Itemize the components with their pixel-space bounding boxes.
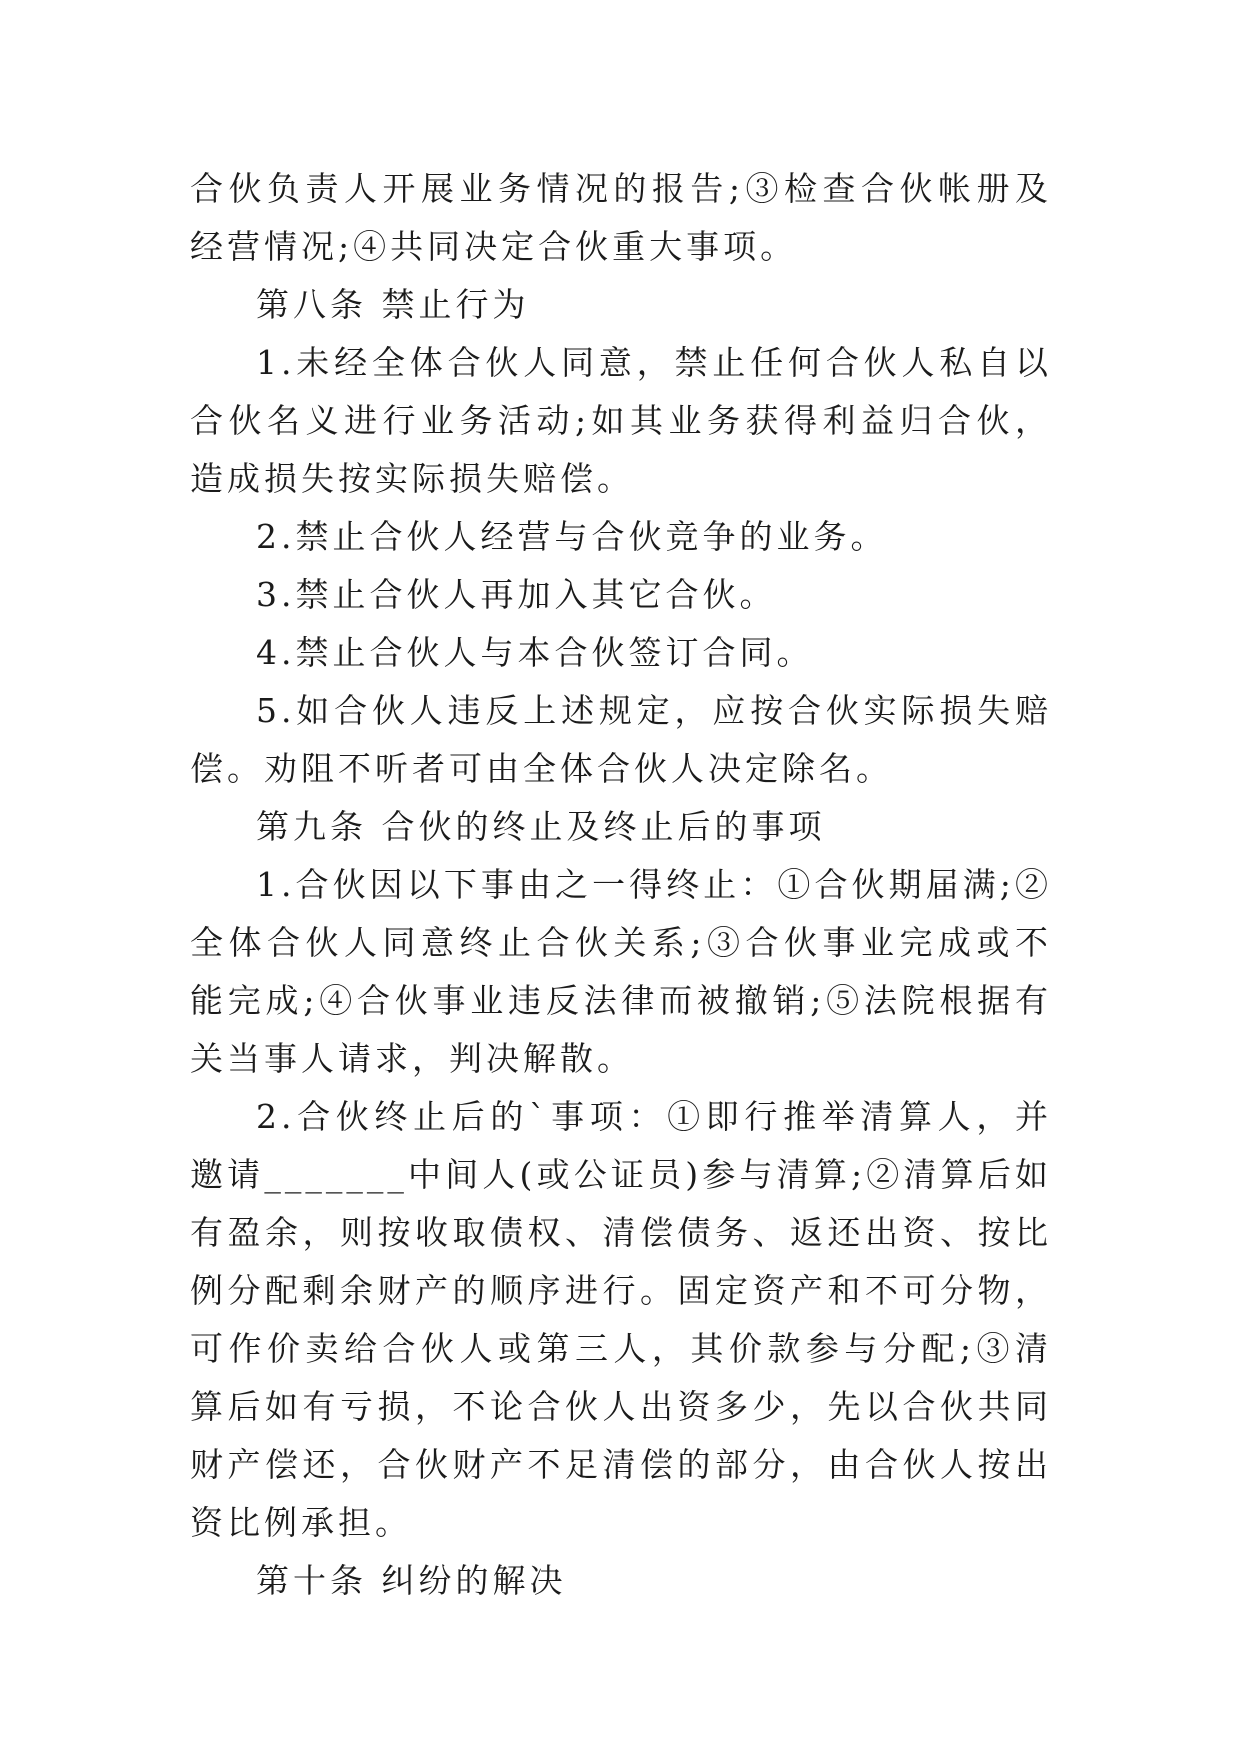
paragraph-continuation: 合伙负责人开展业务情况的报告;③检查合伙帐册及经营情况;④共同决定合伙重大事项。 (190, 169, 1052, 266)
document-page (190, 160, 1052, 1610)
article-8-item-3: 3.禁止合伙人再加入其它合伙。 (256, 575, 777, 614)
article-8-item-2: 2.禁止合伙人经营与合伙竞争的业务。 (256, 517, 888, 556)
article-8-item-4: 4.禁止合伙人与本合伙签订合同。 (256, 633, 814, 672)
article-9-heading: 第九条 合伙的终止及终止后的事项 (256, 807, 826, 846)
article-10-heading: 第十条 纠纷的解决 (256, 1561, 567, 1600)
article-9-item-1: 1.合伙因以下事由之一得终止：①合伙期届满;②全体合伙人同意终止合伙关系;③合伙事业完成或不能完成;④合伙事业违反法律而被撤销;⑤法院根据有关当事人请求，判决解散。 (190, 865, 1052, 1078)
article-8-item-5: 5.如合伙人违反上述规定，应按合伙实际损失赔偿。劝阻不听者可由全体合伙人决定除名。 (190, 691, 1052, 788)
article-8-heading: 第八条 禁止行为 (256, 285, 530, 324)
article-8-item-1: 1.未经全体合伙人同意，禁止任何合伙人私自以合伙名义进行业务活动;如其业务获得利益归合伙，造成损失按实际损失赔偿。 (190, 343, 1052, 498)
article-9-item-2: 2.合伙终止后的`事项：①即行推举清算人，并邀请_______中间人(或公证员)参与清算;②清算后如有盈余，则按收取债权、清偿债务、返还出资、按比例分配剩余财产的顺序进行。固定资产和不可分物，可作价卖给合伙人或第三人，其价款参与分配;③清算后如有亏损，不论合伙人出资多少，先以合伙共同财产偿还，合伙财产不足清偿的部分，由合伙人按出资比例承担。 (190, 1097, 1052, 1542)
